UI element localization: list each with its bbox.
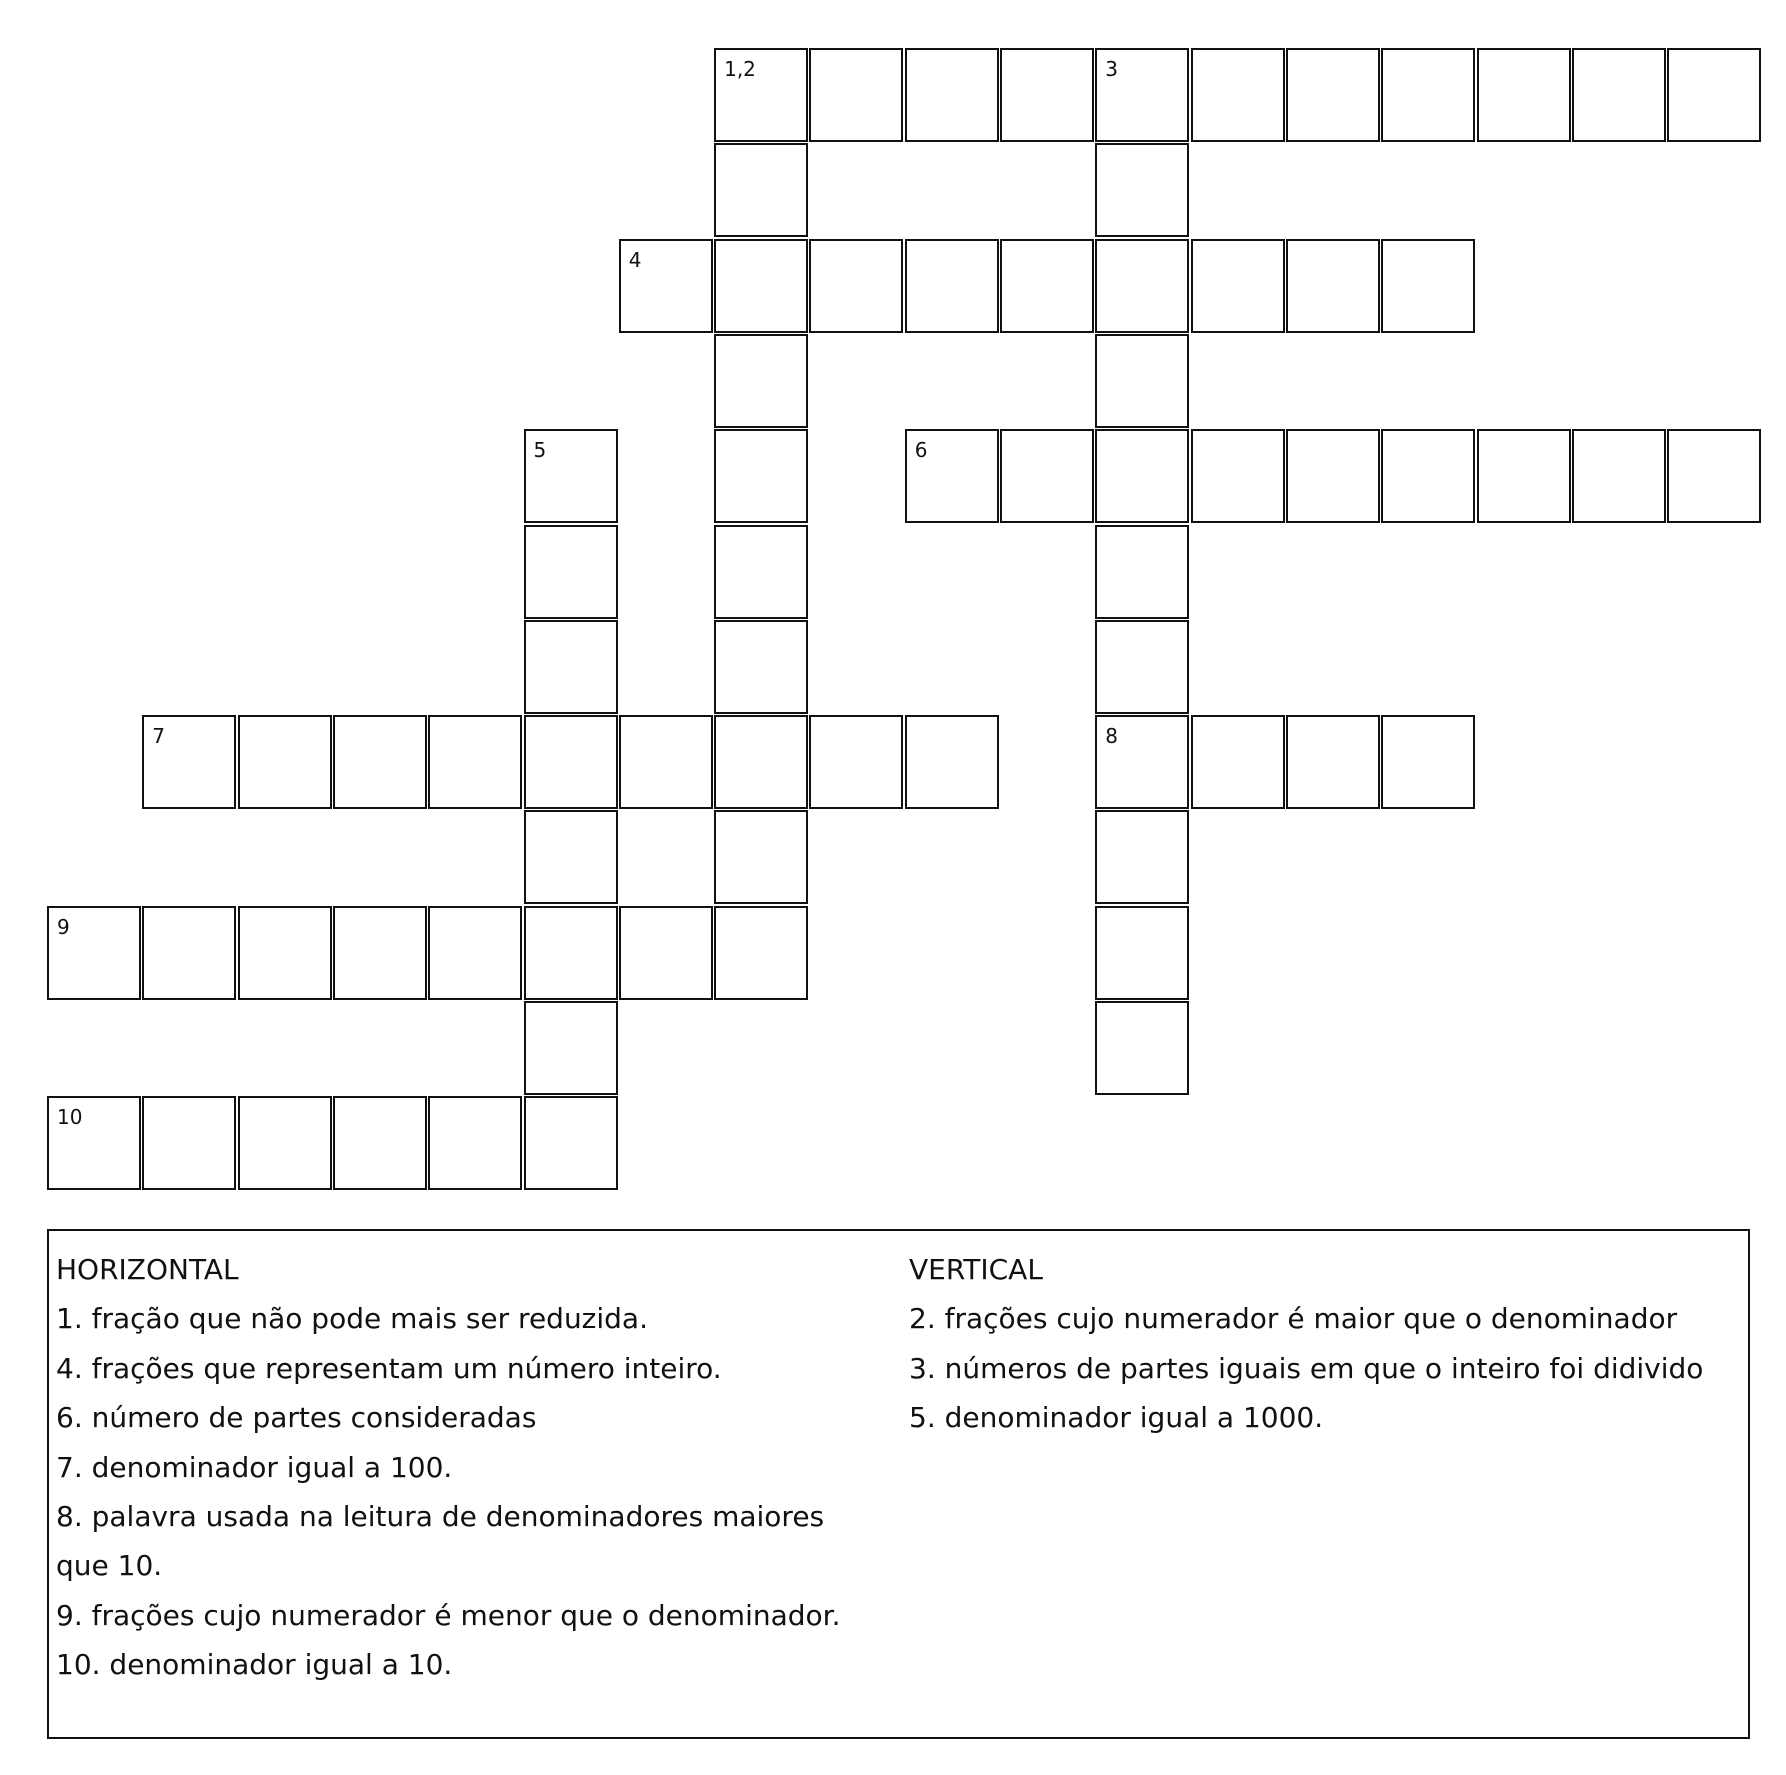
cell-number: 7 bbox=[152, 724, 166, 749]
grid-cell[interactable] bbox=[1000, 48, 1094, 142]
grid-cell[interactable] bbox=[714, 620, 808, 714]
grid-cell[interactable] bbox=[524, 620, 618, 714]
horizontal-title: HORIZONTAL bbox=[56, 1253, 239, 1286]
grid-cell[interactable] bbox=[1095, 620, 1189, 714]
grid-cell[interactable] bbox=[1286, 48, 1380, 142]
vertical-title: VERTICAL bbox=[909, 1253, 1043, 1286]
grid-cell[interactable] bbox=[524, 906, 618, 1000]
clue-v2: 2. frações cujo numerador é maior que o denominador bbox=[909, 1302, 1678, 1336]
grid-cell[interactable] bbox=[1095, 810, 1189, 904]
grid-cell[interactable] bbox=[238, 715, 332, 809]
grid-cell[interactable] bbox=[1191, 239, 1285, 333]
grid-cell[interactable] bbox=[47, 906, 141, 1000]
grid-cell[interactable] bbox=[524, 715, 618, 809]
grid-cell[interactable] bbox=[1095, 715, 1189, 809]
grid-cell[interactable] bbox=[1667, 429, 1761, 523]
clue-h10: 10. denominador igual a 10. bbox=[56, 1648, 453, 1682]
grid-cell[interactable] bbox=[524, 525, 618, 619]
cell-number: 6 bbox=[914, 438, 928, 463]
grid-cell[interactable] bbox=[142, 906, 236, 1000]
cell-number: 5 bbox=[533, 438, 547, 463]
grid-cell[interactable] bbox=[333, 1096, 427, 1190]
grid-cell[interactable] bbox=[1095, 48, 1189, 142]
grid-cell[interactable] bbox=[1000, 429, 1094, 523]
grid-cell[interactable] bbox=[809, 715, 903, 809]
vertical-clues bbox=[909, 1245, 1744, 1443]
grid-cell[interactable] bbox=[714, 715, 808, 809]
grid-cell[interactable] bbox=[1286, 715, 1380, 809]
cell-number: 8 bbox=[1105, 724, 1119, 749]
grid-cell[interactable] bbox=[714, 810, 808, 904]
grid-cell[interactable] bbox=[905, 239, 999, 333]
grid-cell[interactable] bbox=[619, 239, 713, 333]
grid-cell[interactable] bbox=[1191, 48, 1285, 142]
grid-cell[interactable] bbox=[524, 810, 618, 904]
grid-cell[interactable] bbox=[619, 715, 713, 809]
grid-cell[interactable] bbox=[809, 239, 903, 333]
grid-cell[interactable] bbox=[1667, 48, 1761, 142]
grid-cell[interactable] bbox=[1095, 1001, 1189, 1095]
clue-h1: 1. fração que não pode mais ser reduzida. bbox=[56, 1302, 648, 1336]
grid-cell[interactable] bbox=[1477, 429, 1571, 523]
grid-cell[interactable] bbox=[714, 525, 808, 619]
grid-cell[interactable] bbox=[1286, 429, 1380, 523]
cell-number: 10 bbox=[57, 1105, 83, 1130]
grid-cell[interactable] bbox=[1572, 48, 1666, 142]
grid-cell[interactable] bbox=[905, 48, 999, 142]
grid-cell[interactable] bbox=[905, 429, 999, 523]
grid-cell[interactable] bbox=[142, 715, 236, 809]
clue-v3: 3. números de partes iguais em que o inteiro foi didivido bbox=[909, 1351, 1704, 1385]
grid-cell[interactable] bbox=[1286, 239, 1380, 333]
grid-cell[interactable] bbox=[1095, 906, 1189, 1000]
grid-cell[interactable] bbox=[1381, 48, 1475, 142]
grid-cell[interactable] bbox=[1381, 239, 1475, 333]
grid-cell[interactable] bbox=[714, 48, 808, 142]
grid-cell[interactable] bbox=[428, 715, 522, 809]
grid-cell[interactable] bbox=[524, 429, 618, 523]
horizontal-clues bbox=[56, 1245, 896, 1690]
grid-cell[interactable] bbox=[333, 715, 427, 809]
grid-cell[interactable] bbox=[619, 906, 713, 1000]
grid-cell[interactable] bbox=[714, 143, 808, 237]
grid-cell[interactable] bbox=[714, 906, 808, 1000]
grid-cell[interactable] bbox=[1381, 429, 1475, 523]
clue-v5: 5. denominador igual a 1000. bbox=[909, 1401, 1324, 1435]
grid-cell[interactable] bbox=[1477, 48, 1571, 142]
cell-number: 9 bbox=[57, 914, 70, 939]
grid-cell[interactable] bbox=[1095, 525, 1189, 619]
grid-cell[interactable] bbox=[714, 239, 808, 333]
clue-h6: 6. número de partes consideradas bbox=[56, 1401, 537, 1435]
grid-cell[interactable] bbox=[905, 715, 999, 809]
grid-cell[interactable] bbox=[524, 1096, 618, 1190]
clues-box bbox=[47, 1229, 1750, 1739]
grid-cell[interactable] bbox=[428, 1096, 522, 1190]
grid-cell[interactable] bbox=[1095, 143, 1189, 237]
cell-number: 4 bbox=[628, 247, 642, 272]
grid-cell[interactable] bbox=[1095, 334, 1189, 428]
grid-cell[interactable] bbox=[714, 429, 808, 523]
grid-cell[interactable] bbox=[1095, 239, 1189, 333]
grid-cell[interactable] bbox=[1381, 715, 1475, 809]
grid-cell[interactable] bbox=[809, 48, 903, 142]
grid-cell[interactable] bbox=[1000, 239, 1094, 333]
grid-cell[interactable] bbox=[47, 1096, 141, 1190]
grid-cell[interactable] bbox=[524, 1001, 618, 1095]
cell-number: 1,2 bbox=[724, 57, 756, 81]
clue-h7: 7. denominador igual a 100. bbox=[56, 1450, 453, 1484]
grid-cell[interactable] bbox=[1191, 715, 1285, 809]
clue-h8: 8. palavra usada na leitura de denominadores maiores que 10. bbox=[56, 1500, 825, 1583]
cell-number: 3 bbox=[1105, 57, 1119, 81]
grid-cell[interactable] bbox=[1191, 429, 1285, 523]
clue-h4: 4. frações que representam um número inteiro. bbox=[56, 1351, 722, 1385]
grid-cell[interactable] bbox=[142, 1096, 236, 1190]
grid-cell[interactable] bbox=[238, 1096, 332, 1190]
grid-cell[interactable] bbox=[714, 334, 808, 428]
grid-cell[interactable] bbox=[333, 906, 427, 1000]
grid-cell[interactable] bbox=[1572, 429, 1666, 523]
grid-cell[interactable] bbox=[238, 906, 332, 1000]
grid-cell[interactable] bbox=[428, 906, 522, 1000]
grid-cell[interactable] bbox=[1095, 429, 1189, 523]
clue-h9: 9. frações cujo numerador é menor que o denominador. bbox=[56, 1598, 841, 1632]
